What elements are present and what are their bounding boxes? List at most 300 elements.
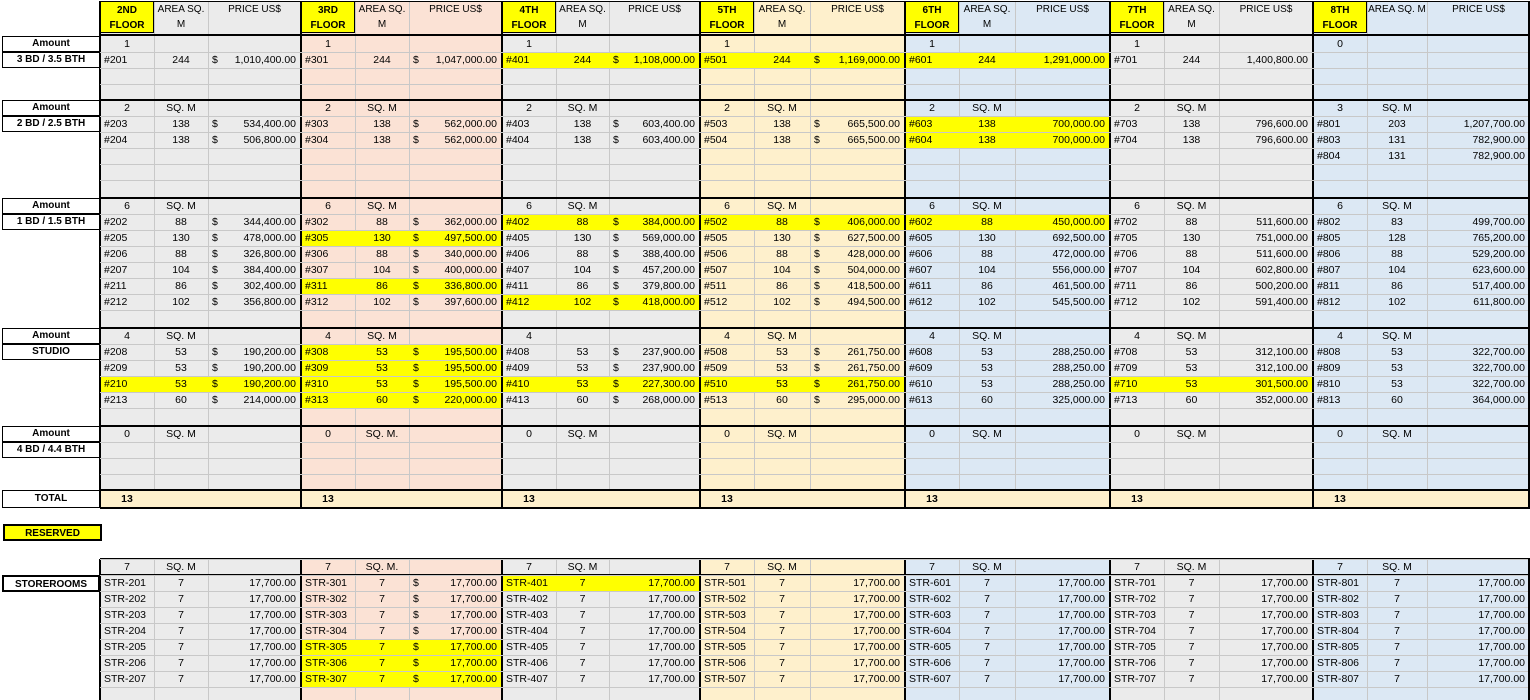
unit-number[interactable]: #802 [1317, 216, 1341, 228]
unit-number[interactable]: #211 [104, 280, 127, 292]
unit-area: 53 [175, 362, 187, 374]
total-value: 13 [322, 493, 334, 505]
unit-number[interactable]: #512 [704, 296, 728, 308]
area-header: AREA SQ. M [559, 4, 606, 30]
unit-number[interactable]: #803 [1317, 134, 1341, 146]
unit-price: 340,000.00 [444, 248, 497, 260]
storeroom-unit[interactable]: STR-806 [1317, 657, 1360, 669]
unit-number[interactable]: #605 [909, 232, 933, 244]
sqm-label: SQ. M [1382, 102, 1412, 114]
floor-header: 3RD FLOOR [301, 1, 355, 33]
storeroom-unit[interactable]: STR-607 [909, 673, 952, 685]
unit-number[interactable]: #412 [506, 296, 530, 308]
unit-number[interactable]: #606 [909, 248, 933, 260]
storeroom-unit[interactable]: STR-604 [909, 625, 952, 637]
storeroom-price: 17,700.00 [450, 577, 497, 589]
unit-number[interactable]: #308 [305, 346, 329, 358]
unit-number[interactable]: #704 [1114, 134, 1138, 146]
storeroom-unit[interactable]: STR-306 [305, 657, 348, 669]
unit-price: 603,400.00 [642, 118, 695, 130]
section-border [100, 100, 1530, 101]
amount-value: 1 [325, 38, 331, 50]
storeroom-unit[interactable]: STR-201 [104, 577, 147, 589]
unit-number[interactable]: #411 [506, 280, 529, 292]
grid-line [100, 671, 1530, 672]
unit-price: 325,000.00 [1052, 394, 1105, 406]
unit-number[interactable]: #213 [104, 394, 128, 406]
unit-price: 268,000.00 [642, 394, 695, 406]
currency-symbol: $ [814, 118, 820, 130]
storeroom-unit[interactable]: STR-803 [1317, 609, 1360, 621]
storeroom-unit[interactable]: STR-707 [1114, 673, 1157, 685]
currency-symbol: $ [613, 394, 619, 406]
unit-number[interactable]: #408 [506, 346, 530, 358]
unit-number[interactable]: #503 [704, 118, 728, 130]
storeroom-unit[interactable]: STR-502 [704, 593, 747, 605]
unit-number[interactable]: #409 [506, 362, 530, 374]
unit-number[interactable]: #206 [104, 248, 128, 260]
unit-price: 751,000.00 [1255, 232, 1308, 244]
currency-symbol: $ [212, 362, 218, 374]
unit-area: 88 [981, 216, 993, 228]
unit-number[interactable]: #702 [1114, 216, 1138, 228]
unit-number[interactable]: #309 [305, 362, 329, 374]
unit-number[interactable]: #207 [104, 264, 128, 276]
storeroom-unit[interactable]: STR-702 [1114, 593, 1157, 605]
unit-price: 336,800.00 [444, 280, 497, 292]
unit-number[interactable]: #607 [909, 264, 933, 276]
unit-price: 400,000.00 [444, 264, 497, 276]
unit-price: 1,108,000.00 [633, 54, 695, 66]
unit-price: 1,010,400.00 [234, 54, 296, 66]
unit-number[interactable]: #601 [909, 54, 933, 66]
unit-number[interactable]: #209 [104, 362, 128, 374]
sqm-label: SQ. M [166, 428, 196, 440]
unit-number[interactable]: #301 [305, 54, 329, 66]
unit-area: 104 [1182, 264, 1201, 276]
storeroom-unit[interactable]: STR-505 [704, 641, 747, 653]
currency-symbol: $ [613, 280, 619, 292]
storeroom-price: 17,700.00 [853, 641, 900, 653]
unit-price: 665,500.00 [847, 134, 900, 146]
storeroom-amount: 7 [526, 561, 532, 573]
unit-number[interactable]: #210 [104, 378, 128, 390]
unit-number[interactable]: #608 [909, 346, 933, 358]
unit-area: 53 [776, 362, 788, 374]
amount-label-4bd: Amount [2, 426, 100, 442]
section-border [100, 328, 1530, 329]
storeroom-unit[interactable]: STR-507 [704, 673, 747, 685]
unit-number[interactable]: #406 [506, 248, 530, 260]
storeroom-area: 7 [1394, 641, 1400, 653]
storeroom-unit[interactable]: STR-202 [104, 593, 147, 605]
unit-price: 494,500.00 [847, 296, 900, 308]
unit-number[interactable]: #801 [1317, 118, 1341, 130]
unit-price: 261,750.00 [847, 362, 900, 374]
floor-header: 4TH FLOOR [502, 1, 556, 33]
storeroom-area: 7 [1394, 593, 1400, 605]
storeroom-unit[interactable]: STR-406 [506, 657, 549, 669]
grid-line [100, 246, 1530, 247]
unit-area: 83 [1391, 216, 1403, 228]
unit-number[interactable]: #703 [1114, 118, 1138, 130]
unit-price: 195,500.00 [444, 346, 497, 358]
total-value: 13 [721, 493, 733, 505]
storeroom-area: 7 [779, 609, 785, 621]
storeroom-area: 7 [379, 625, 385, 637]
unit-number[interactable]: #509 [704, 362, 728, 374]
currency-symbol: $ [212, 232, 218, 244]
storeroom-area: 7 [779, 577, 785, 589]
unit-area: 53 [576, 362, 589, 374]
unit-number[interactable]: #604 [909, 134, 933, 146]
storeroom-unit[interactable]: STR-804 [1317, 625, 1360, 637]
grid-line [100, 408, 1530, 409]
unit-area: 88 [376, 216, 388, 228]
floor-header: 8TH FLOOR [1313, 1, 1367, 33]
unit-price: 700,000.00 [1052, 118, 1105, 130]
sqm-label: SQ. M [367, 330, 397, 342]
unit-number[interactable]: #713 [1114, 394, 1138, 406]
storeroom-unit[interactable]: STR-706 [1114, 657, 1157, 669]
price-header: PRICE US$ [228, 4, 281, 15]
unit-area: 131 [1388, 150, 1406, 162]
price-header: PRICE US$ [1036, 4, 1089, 15]
unit-number[interactable]: #701 [1114, 54, 1138, 66]
unit-number[interactable]: #208 [104, 346, 128, 358]
unit-price: 497,500.00 [444, 232, 497, 244]
storeroom-area: 7 [779, 641, 785, 653]
amount-value: 6 [526, 200, 532, 212]
unit-number[interactable]: #602 [909, 216, 933, 228]
unit-number[interactable]: #203 [104, 118, 128, 130]
amount-value: 0 [1337, 38, 1343, 50]
storeroom-amount: 7 [124, 561, 130, 573]
unit-number[interactable]: #413 [506, 394, 530, 406]
storeroom-unit[interactable]: STR-405 [506, 641, 549, 653]
grid-line [100, 559, 1530, 560]
currency-symbol: $ [814, 362, 820, 374]
unit-area: 138 [978, 118, 996, 130]
storeroom-unit[interactable]: STR-301 [305, 577, 348, 589]
unit-number[interactable]: #202 [104, 216, 128, 228]
storeroom-unit[interactable]: STR-701 [1114, 577, 1157, 589]
grid-line [100, 278, 1530, 279]
storeroom-area: 7 [984, 641, 990, 653]
unit-area: 60 [376, 394, 388, 406]
unit-area: 60 [981, 394, 993, 406]
storeroom-price: 17,700.00 [1478, 577, 1525, 589]
floor-header: 5TH FLOOR [700, 1, 754, 33]
unit-number[interactable]: #811 [1317, 280, 1340, 292]
amount-value: 6 [1134, 200, 1140, 212]
price-header: PRICE US$ [831, 4, 884, 15]
unit-price: 312,100.00 [1255, 362, 1308, 374]
storeroom-area: 7 [579, 641, 586, 653]
unit-number[interactable]: #510 [704, 378, 728, 390]
sqm-label [556, 328, 609, 344]
unit-price: 602,800.00 [1255, 264, 1308, 276]
unit-number[interactable]: #303 [305, 118, 329, 130]
storeroom-area: 7 [1188, 641, 1195, 653]
unit-number[interactable]: #706 [1114, 248, 1138, 260]
sqm-label: SQ. M [1382, 330, 1412, 342]
unit-number[interactable]: #310 [305, 378, 329, 390]
storeroom-unit[interactable]: STR-503 [704, 609, 747, 621]
grid-line [100, 591, 1530, 592]
sqm-label: SQ. M [767, 428, 797, 440]
unit-price: 237,900.00 [642, 346, 695, 358]
unit-number[interactable]: #707 [1114, 264, 1138, 276]
storeroom-price: 17,700.00 [648, 577, 695, 589]
storeroom-unit[interactable]: STR-307 [305, 673, 348, 685]
unit-area: 131 [1388, 134, 1406, 146]
currency-symbol: $ [413, 577, 419, 589]
unit-area: 53 [1391, 362, 1403, 374]
storeroom-unit[interactable]: STR-801 [1317, 577, 1360, 589]
sqm-label: SQ. M [1382, 428, 1412, 440]
unit-area: 102 [1182, 296, 1201, 308]
unit-number[interactable]: #612 [909, 296, 933, 308]
unit-number[interactable]: #513 [704, 394, 728, 406]
storeroom-area: 7 [379, 577, 385, 589]
storeroom-unit[interactable]: STR-807 [1317, 673, 1360, 685]
unit-price: 214,000.00 [243, 394, 296, 406]
storeroom-area: 7 [1188, 625, 1195, 637]
unit-number[interactable]: #709 [1114, 362, 1138, 374]
unit-area: 60 [576, 394, 589, 406]
unit-number[interactable]: #404 [506, 134, 530, 146]
unit-area: 88 [576, 248, 589, 260]
currency-symbol: $ [413, 248, 419, 260]
type-label-2bd: 2 BD / 2.5 BTH [2, 116, 100, 132]
unit-number[interactable]: #307 [305, 264, 329, 276]
unit-number[interactable]: #401 [506, 54, 530, 66]
storeroom-unit[interactable]: STR-802 [1317, 593, 1360, 605]
storeroom-price: 17,700.00 [853, 593, 900, 605]
unit-price: 478,000.00 [243, 232, 296, 244]
unit-area: 86 [376, 280, 388, 292]
unit-number[interactable]: #306 [305, 248, 329, 260]
floor-separator [300, 559, 302, 700]
unit-number[interactable]: #313 [305, 394, 329, 406]
storeroom-unit[interactable]: STR-501 [704, 577, 747, 589]
unit-area: 104 [1388, 264, 1406, 276]
currency-symbol: $ [613, 232, 619, 244]
storerooms-label: STOREROOMS [2, 575, 100, 592]
unit-number[interactable]: #808 [1317, 346, 1341, 358]
unit-number[interactable]: #204 [104, 134, 128, 146]
currency-symbol: $ [613, 362, 619, 374]
unit-number[interactable]: #407 [506, 264, 530, 276]
currency-symbol: $ [413, 593, 419, 605]
storeroom-price: 17,700.00 [450, 657, 497, 669]
grid-line [100, 575, 1530, 576]
unit-number[interactable]: #212 [104, 296, 128, 308]
storeroom-unit[interactable]: STR-705 [1114, 641, 1157, 653]
section-border [100, 558, 1530, 559]
amount-value: 1 [526, 38, 532, 50]
unit-price: 511,600.00 [1256, 248, 1308, 260]
unit-number[interactable]: #812 [1317, 296, 1341, 308]
storeroom-unit[interactable]: STR-206 [104, 657, 147, 669]
unit-price: 700,000.00 [1052, 134, 1105, 146]
unit-number[interactable]: #705 [1114, 232, 1138, 244]
unit-number[interactable]: #506 [704, 248, 728, 260]
unit-number[interactable]: #609 [909, 362, 933, 374]
storeroom-unit[interactable]: STR-402 [506, 593, 549, 605]
storeroom-unit[interactable]: STR-404 [506, 625, 549, 637]
storeroom-price: 17,700.00 [1478, 657, 1525, 669]
type-label-4bd: 4 BD / 4.4 BTH [2, 442, 100, 458]
storeroom-unit[interactable]: STR-302 [305, 593, 348, 605]
grid-line [100, 52, 1530, 53]
storeroom-unit[interactable]: STR-704 [1114, 625, 1157, 637]
area-header: AREA SQ. M [1168, 4, 1215, 30]
unit-number[interactable]: #603 [909, 118, 933, 130]
unit-number[interactable]: #403 [506, 118, 530, 130]
storeroom-price: 17,700.00 [249, 625, 296, 637]
unit-number[interactable]: #402 [506, 216, 530, 228]
amount-value: 4 [325, 330, 331, 342]
storeroom-unit[interactable]: STR-304 [305, 625, 348, 637]
unit-number[interactable]: #805 [1317, 232, 1341, 244]
floor-header: 2ND FLOOR [100, 1, 154, 33]
storeroom-price: 17,700.00 [249, 593, 296, 605]
unit-number[interactable]: #304 [305, 134, 329, 146]
unit-number[interactable]: #807 [1317, 264, 1341, 276]
unit-area: 102 [978, 296, 996, 308]
unit-area: 60 [1185, 394, 1198, 406]
storeroom-area: 7 [984, 657, 990, 669]
storeroom-unit[interactable]: STR-207 [104, 673, 147, 685]
storeroom-unit[interactable]: STR-601 [909, 577, 952, 589]
storeroom-unit[interactable]: STR-401 [506, 577, 549, 589]
unit-price: 261,750.00 [847, 378, 900, 390]
grid-line [100, 655, 1530, 656]
storeroom-unit[interactable]: STR-703 [1114, 609, 1157, 621]
unit-number[interactable]: #804 [1317, 150, 1341, 162]
storeroom-price: 17,700.00 [1058, 577, 1105, 589]
unit-number[interactable]: #610 [909, 378, 933, 390]
unit-number[interactable]: #511 [704, 280, 727, 292]
currency-symbol: $ [613, 134, 619, 146]
storeroom-area: 7 [178, 657, 184, 669]
unit-number[interactable]: #302 [305, 216, 329, 228]
unit-number[interactable]: #810 [1317, 378, 1341, 390]
currency-symbol: $ [814, 134, 820, 146]
unit-number[interactable]: #710 [1114, 378, 1138, 390]
unit-number[interactable]: #712 [1114, 296, 1138, 308]
storeroom-unit[interactable]: STR-603 [909, 609, 952, 621]
unit-price: 591,400.00 [1255, 296, 1308, 308]
unit-area: 53 [1185, 346, 1198, 358]
price-header: PRICE US$ [628, 4, 681, 15]
storeroom-unit[interactable]: STR-305 [305, 641, 348, 653]
total-value: 13 [1131, 493, 1143, 505]
unit-number[interactable]: #809 [1317, 362, 1341, 374]
storeroom-amount: 7 [724, 561, 730, 573]
unit-number[interactable]: #201 [104, 54, 128, 66]
unit-price: 288,250.00 [1052, 378, 1105, 390]
unit-number[interactable]: #508 [704, 346, 728, 358]
unit-number[interactable]: #502 [704, 216, 728, 228]
storeroom-price: 17,700.00 [1058, 593, 1105, 605]
storeroom-unit[interactable]: STR-203 [104, 609, 147, 621]
storeroom-unit[interactable]: STR-407 [506, 673, 549, 685]
unit-number[interactable]: #312 [305, 296, 329, 308]
storeroom-unit[interactable]: STR-506 [704, 657, 747, 669]
floor-separator [1109, 559, 1111, 700]
unit-price: 364,000.00 [1472, 394, 1525, 406]
storeroom-unit[interactable]: STR-602 [909, 593, 952, 605]
unit-number[interactable]: #501 [704, 54, 728, 66]
floor-separator [99, 1, 101, 508]
unit-price: 1,169,000.00 [838, 54, 900, 66]
storeroom-unit[interactable]: STR-605 [909, 641, 952, 653]
floor-separator [1312, 559, 1314, 700]
amount-label-1bd: Amount [2, 198, 100, 214]
storeroom-area: 7 [579, 609, 586, 621]
storeroom-unit[interactable]: STR-204 [104, 625, 147, 637]
amount-value: 6 [325, 200, 331, 212]
amount-value: 0 [1134, 428, 1140, 440]
grid-line [100, 607, 1530, 608]
currency-symbol: $ [413, 657, 419, 669]
unit-number[interactable]: #507 [704, 264, 728, 276]
unit-number[interactable]: #708 [1114, 346, 1138, 358]
unit-area: 138 [373, 118, 391, 130]
storeroom-unit[interactable]: STR-606 [909, 657, 952, 669]
unit-number[interactable]: #613 [909, 394, 933, 406]
storeroom-unit[interactable]: STR-403 [506, 609, 549, 621]
unit-price: 692,500.00 [1052, 232, 1105, 244]
unit-number[interactable]: #305 [305, 232, 329, 244]
unit-area: 53 [1185, 362, 1198, 374]
storeroom-unit[interactable]: STR-303 [305, 609, 348, 621]
unit-area: 130 [773, 232, 791, 244]
storeroom-area: 7 [1394, 577, 1400, 589]
amount-value: 1 [724, 38, 730, 50]
unit-number[interactable]: #205 [104, 232, 128, 244]
sqm-label: SQ. M [1176, 330, 1207, 342]
unit-number[interactable]: #410 [506, 378, 530, 390]
storeroom-unit[interactable]: STR-205 [104, 641, 147, 653]
storeroom-area: 7 [379, 673, 385, 685]
unit-number[interactable]: #405 [506, 232, 530, 244]
currency-symbol: $ [814, 232, 820, 244]
unit-number[interactable]: #505 [704, 232, 728, 244]
unit-area: 244 [573, 54, 592, 66]
storeroom-unit[interactable]: STR-504 [704, 625, 747, 637]
unit-number[interactable]: #611 [909, 280, 932, 292]
unit-number[interactable]: #504 [704, 134, 728, 146]
currency-symbol: $ [613, 378, 619, 390]
unit-area: 53 [175, 378, 187, 390]
grid-line [100, 623, 1530, 624]
currency-symbol: $ [814, 248, 820, 260]
unit-number[interactable]: #711 [1114, 280, 1137, 292]
unit-number[interactable]: #311 [305, 280, 328, 292]
storeroom-unit[interactable]: STR-805 [1317, 641, 1360, 653]
unit-number[interactable]: #806 [1317, 248, 1341, 260]
total-value: 13 [121, 493, 133, 505]
section-border [100, 508, 1530, 509]
currency-symbol: $ [814, 346, 820, 358]
unit-area: 138 [573, 134, 592, 146]
section-border [100, 490, 1530, 491]
unit-number[interactable]: #813 [1317, 394, 1341, 406]
